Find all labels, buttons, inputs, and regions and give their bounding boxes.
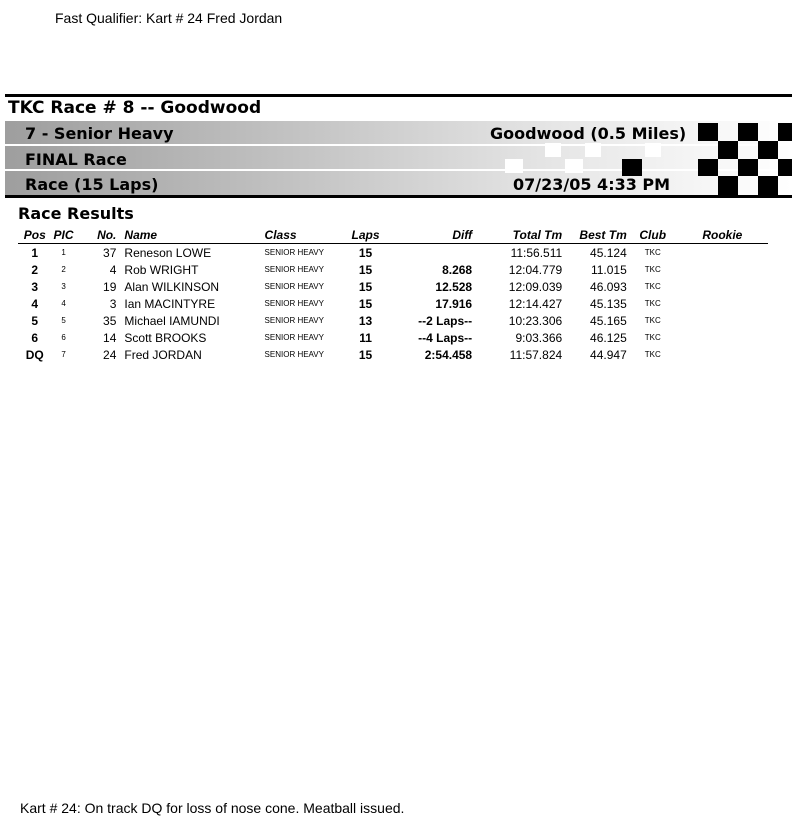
cell-pic: 7 <box>61 350 66 359</box>
cell-pic: 1 <box>61 248 66 257</box>
banner-separator <box>5 169 792 171</box>
cell-rookie <box>677 295 768 312</box>
cell-no: 4 <box>109 262 117 277</box>
cell-rookie <box>677 278 768 295</box>
cell-total: 12:09.039 <box>508 279 563 294</box>
cell-club: TKC <box>644 265 661 274</box>
cell-laps: 15 <box>358 347 373 362</box>
footer-note: Kart # 24: On track DQ for loss of nose cone. Meatball issued. <box>20 800 405 816</box>
race-datetime: 07/23/05 4:33 PM <box>513 175 671 194</box>
table-row <box>18 261 768 278</box>
cell-pic: 3 <box>61 282 66 291</box>
results-table <box>18 228 768 363</box>
col-rookie: Rookie <box>677 228 768 244</box>
cell-best: 46.093 <box>590 279 627 294</box>
cell-club: TKC <box>644 333 661 342</box>
cell-rookie <box>677 329 768 346</box>
cell-best: 45.124 <box>590 245 627 260</box>
cell-total: 10:23.306 <box>508 313 563 328</box>
cell-laps: 15 <box>358 245 373 260</box>
table-row <box>18 312 768 329</box>
cell-pic: 2 <box>61 265 66 274</box>
cell-pic: 6 <box>61 333 66 342</box>
cell-total: 12:14.427 <box>508 296 563 311</box>
cell-no: 35 <box>103 313 117 328</box>
cell-club: TKC <box>644 350 661 359</box>
cell-pos: DQ <box>25 347 44 362</box>
table-header-row <box>18 228 768 244</box>
cell-class: SENIOR HEAVY <box>264 350 324 359</box>
cell-total: 11:56.511 <box>510 245 563 260</box>
fast-qualifier-text: Fast Qualifier: Kart # 24 Fred Jordan <box>55 10 283 26</box>
cell-diff: 12.528 <box>435 279 473 294</box>
cell-class: SENIOR HEAVY <box>264 299 324 308</box>
cell-laps: 11 <box>359 330 372 345</box>
cell-club: TKC <box>644 248 661 257</box>
cell-best: 45.165 <box>590 313 627 328</box>
cell-rookie <box>677 261 768 278</box>
cell-class: SENIOR HEAVY <box>264 248 324 257</box>
cell-best: 46.125 <box>590 330 627 345</box>
session-name: FINAL Race <box>25 150 127 169</box>
cell-no: 3 <box>109 296 117 311</box>
cell-pos: 1 <box>31 245 39 260</box>
cell-diff: --2 Laps-- <box>418 313 473 328</box>
cell-no: 37 <box>103 245 117 260</box>
cell-name: Rob WRIGHT <box>124 262 199 277</box>
cell-pic: 5 <box>61 316 66 325</box>
cell-name: Fred JORDAN <box>124 347 202 362</box>
cell-pos: 5 <box>31 313 39 328</box>
cell-class: SENIOR HEAVY <box>264 316 324 325</box>
cell-name: Ian MACINTYRE <box>124 296 216 311</box>
cell-total: 12:04.779 <box>508 262 563 277</box>
table-row <box>18 278 768 295</box>
cell-name: Reneson LOWE <box>124 245 212 260</box>
cell-name: Alan WILKINSON <box>124 279 220 294</box>
cell-rookie <box>677 346 768 363</box>
cell-diff: 8.268 <box>442 262 473 277</box>
cell-laps: 15 <box>358 262 373 277</box>
cell-club: TKC <box>644 282 661 291</box>
cell-class: SENIOR HEAVY <box>264 282 324 291</box>
cell-no: 19 <box>103 279 117 294</box>
table-row <box>18 295 768 312</box>
event-title: TKC Race # 8 -- Goodwood <box>8 98 262 118</box>
cell-club: TKC <box>644 299 661 308</box>
col-class: Class <box>263 228 344 244</box>
cell-club: TKC <box>644 316 661 325</box>
cell-rookie <box>677 312 768 329</box>
table-row <box>18 244 768 262</box>
cell-rookie <box>677 244 768 262</box>
cell-total: 11:57.824 <box>509 347 563 362</box>
cell-laps: 15 <box>358 279 373 294</box>
cell-name: Michael IAMUNDI <box>124 313 220 328</box>
col-club: Club <box>629 228 677 244</box>
banner-separator <box>5 144 792 146</box>
cell-name: Scott BROOKS <box>124 330 207 345</box>
cell-diff: 2:54.458 <box>424 347 473 362</box>
cell-diff: 17.916 <box>435 296 473 311</box>
cell-diff <box>387 244 474 262</box>
cell-pos: 3 <box>31 279 39 294</box>
race-info-banner <box>5 121 792 198</box>
cell-laps: 15 <box>358 296 373 311</box>
cell-best: 45.135 <box>590 296 627 311</box>
col-pic: PIC <box>53 228 74 242</box>
cell-best: 11.015 <box>590 262 627 277</box>
cell-best: 44.947 <box>590 347 627 362</box>
col-pos: Pos <box>18 228 52 244</box>
cell-no: 14 <box>103 330 117 345</box>
cell-pos: 2 <box>31 262 39 277</box>
track-name: Goodwood (0.5 Miles) <box>490 124 687 143</box>
cell-diff: --4 Laps-- <box>418 330 473 345</box>
col-name: Name <box>118 228 262 244</box>
race-description: Race (15 Laps) <box>25 175 159 194</box>
cell-class: SENIOR HEAVY <box>264 265 324 274</box>
results-title: Race Results <box>18 204 134 223</box>
cell-pos: 4 <box>31 296 39 311</box>
col-no: No. <box>76 228 119 244</box>
cell-no: 24 <box>103 347 117 362</box>
class-name: 7 - Senior Heavy <box>25 124 174 143</box>
col-diff: Diff <box>387 228 474 244</box>
col-best: Best Tm <box>564 228 629 244</box>
table-row <box>18 346 768 363</box>
col-laps: Laps <box>344 228 387 244</box>
cell-total: 9:03.366 <box>515 330 563 345</box>
table-row <box>18 329 768 346</box>
cell-pos: 6 <box>31 330 39 345</box>
cell-laps: 13 <box>358 313 373 328</box>
header-rule <box>5 94 792 97</box>
col-total: Total Tm <box>474 228 564 244</box>
cell-class: SENIOR HEAVY <box>264 333 324 342</box>
cell-pic: 4 <box>61 299 66 308</box>
